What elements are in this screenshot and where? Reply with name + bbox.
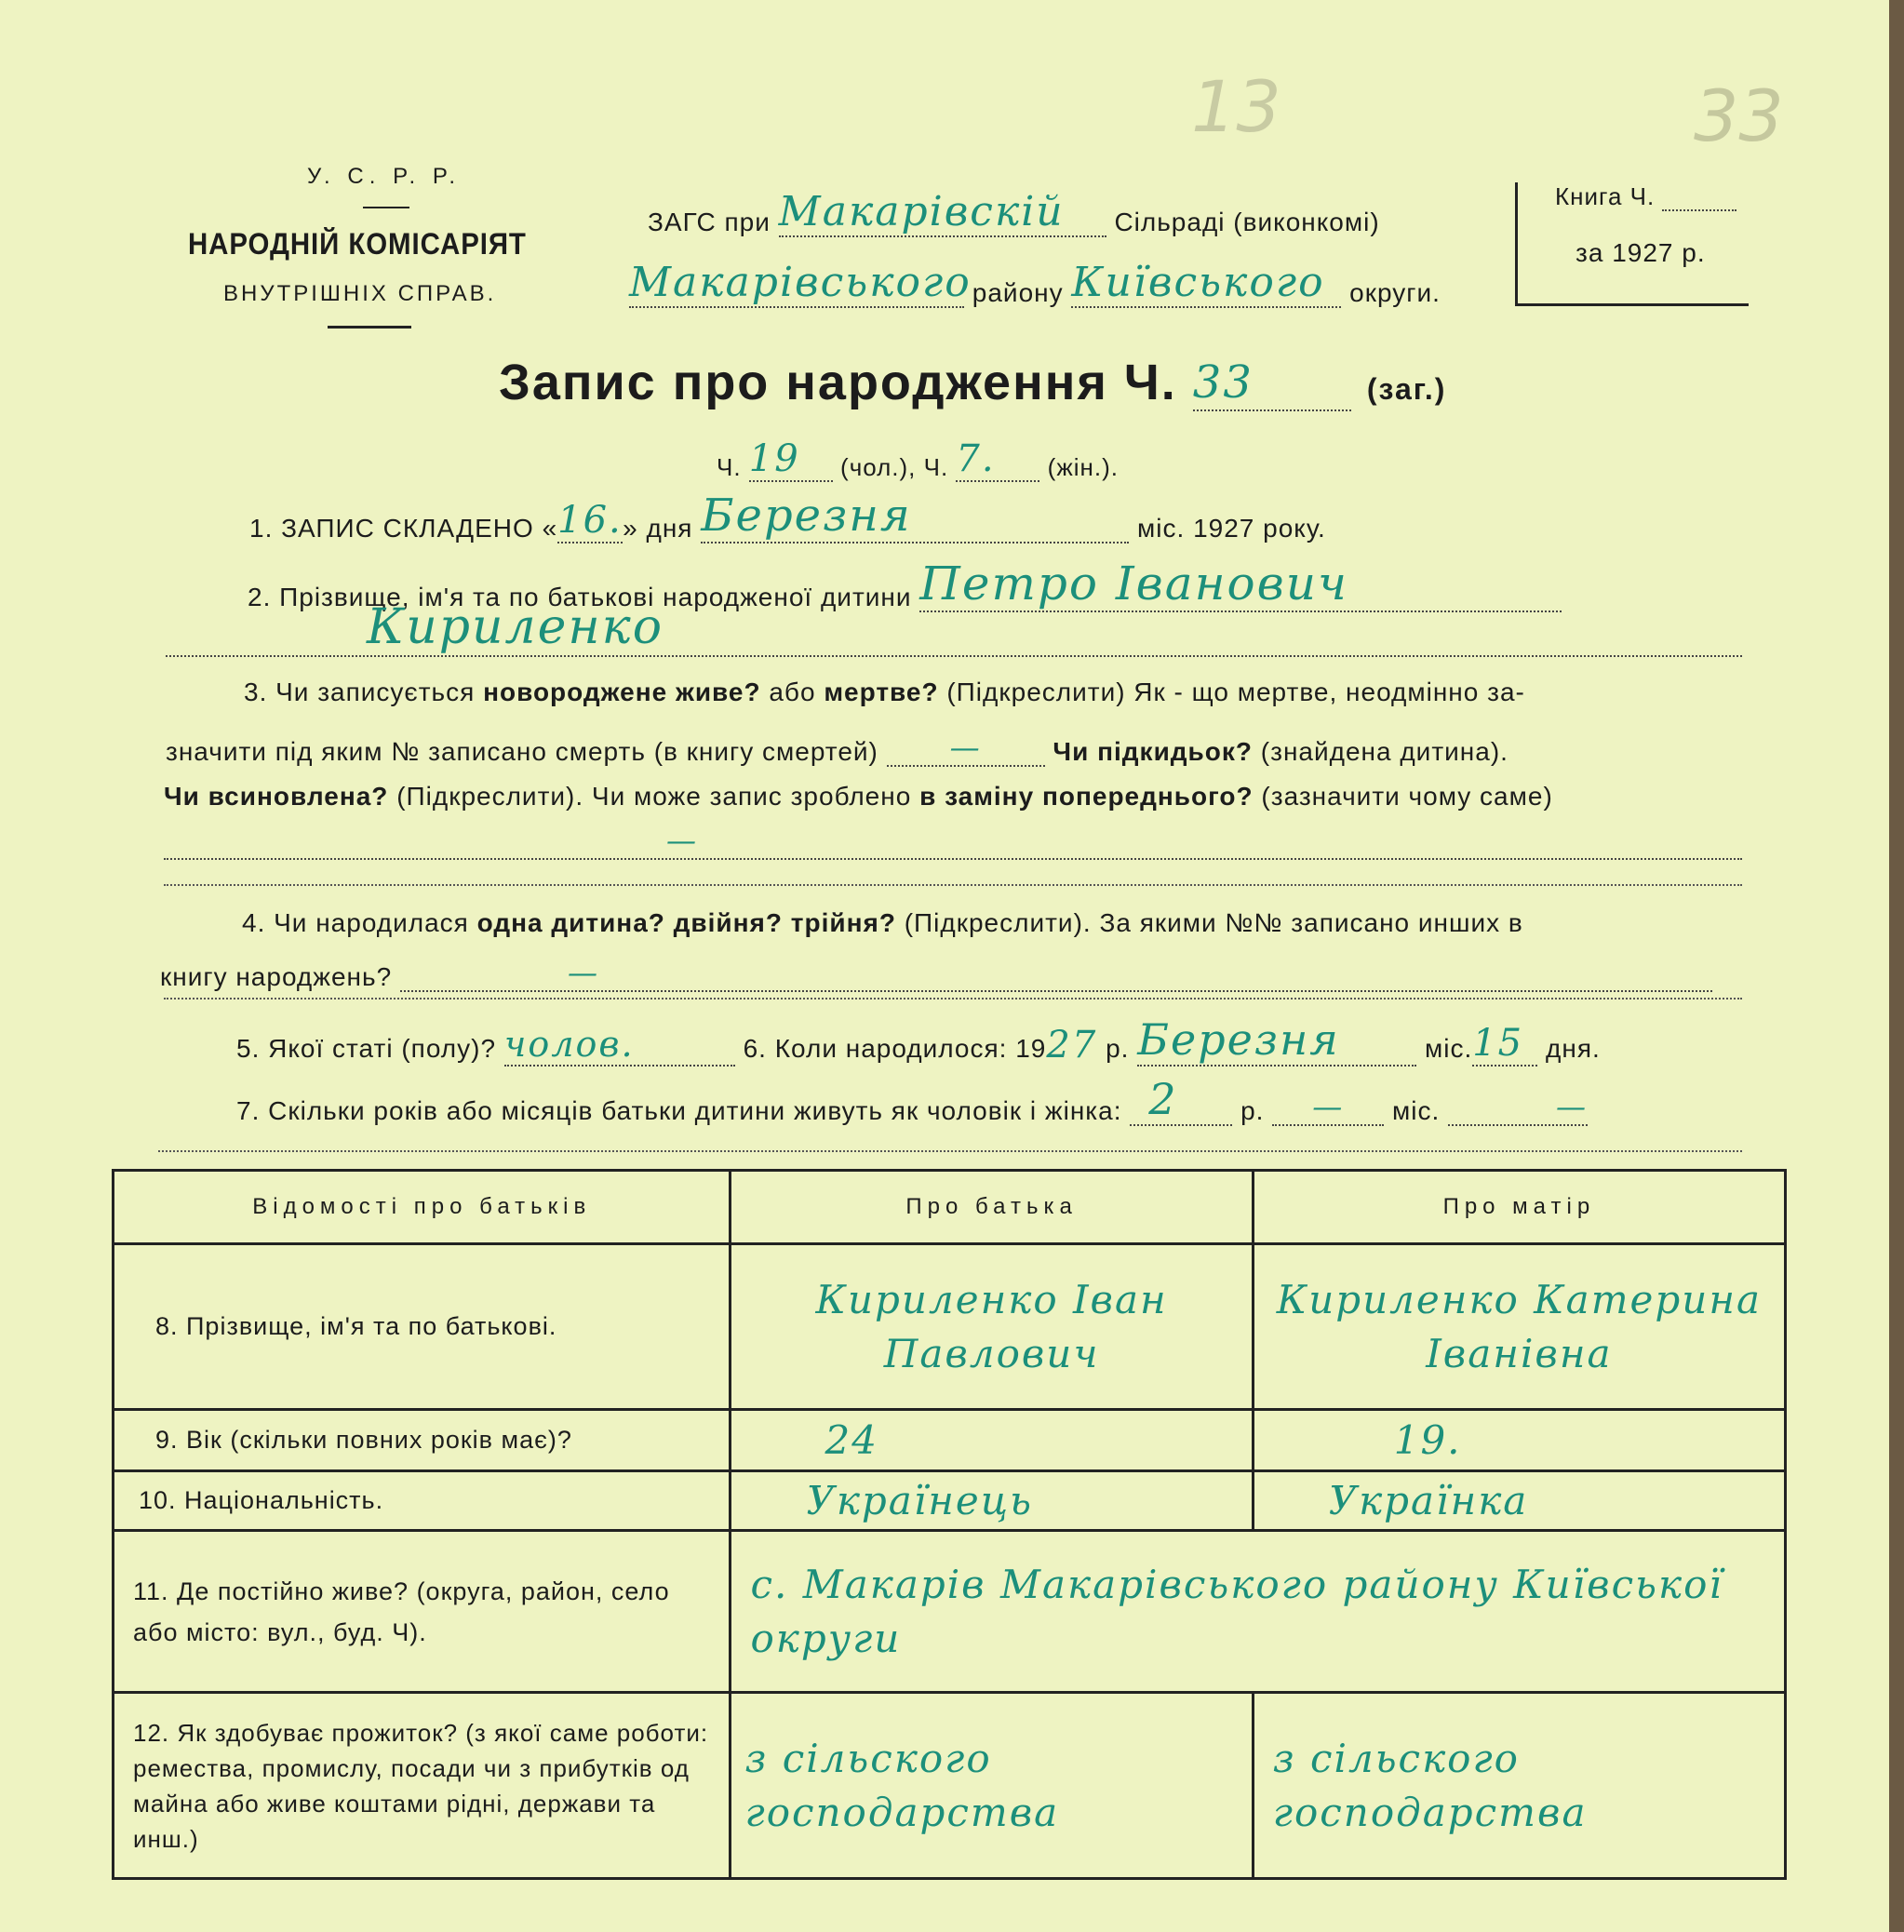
- parents-table: [112, 1169, 1787, 1880]
- field-1-suffix: міс. 1927 року.: [1137, 514, 1326, 543]
- mother-nationality-hw: Українка: [1253, 1471, 1785, 1531]
- field-4-hw: —: [567, 955, 599, 990]
- residence-hw: с. Макарів Макарівського району Київської округи: [731, 1531, 1786, 1693]
- male-count-hw: 19: [748, 437, 800, 480]
- field-3-line-2: [166, 730, 1508, 767]
- child-name-hw: Петро Іванович: [919, 557, 1349, 610]
- mother-age-hw: 19.: [1253, 1410, 1785, 1471]
- subtitle-ch: Ч.: [717, 453, 742, 481]
- field-4-q: 4. Чи народилася: [242, 908, 469, 937]
- field-6-month-hw: Березня: [1137, 1014, 1340, 1065]
- record-title-line: [499, 352, 1446, 411]
- field-4-book-ref: книгу народжень?: [160, 962, 393, 991]
- mother-livelihood-hw: з сільского господарства: [1253, 1693, 1785, 1879]
- child-surname-hw: Кириленко: [367, 599, 664, 655]
- field-6-month-suffix: міс.: [1424, 1034, 1473, 1063]
- field-4-rule: [164, 998, 1742, 1000]
- field-7-label: 7. Скільки років або місяців батьки дитини живуть як чоловік і жінка:: [236, 1096, 1122, 1125]
- raion-label: району: [972, 278, 1064, 307]
- zags-line: [648, 188, 1380, 237]
- field-3-rule: [164, 884, 1742, 886]
- field-7-line: [236, 1074, 1588, 1126]
- record-title-suffix: (заг.): [1366, 372, 1447, 406]
- field-7-end-hw: —: [1556, 1089, 1589, 1124]
- field-6-day-suffix: дня.: [1546, 1034, 1601, 1063]
- field-3-replace-q: (Підкреслити). Чи може запис зроблено: [396, 782, 912, 811]
- header-department: ВНУТРІШНІХ СПРАВ.: [223, 281, 497, 306]
- book-year: за 1927 р.: [1575, 238, 1706, 267]
- field-3-replace-hw: —: [666, 823, 698, 858]
- row-nationality: [114, 1471, 1786, 1531]
- subtitle-line: [717, 437, 1119, 482]
- record-number-hw: 33: [1192, 356, 1254, 409]
- zags-silradi: Сільраді (виконкомі): [1114, 208, 1380, 236]
- field-3-dead: мертве?: [824, 678, 939, 706]
- field-3-death-ref: значити під яким № записано смерть (в книгу смертей): [166, 737, 878, 766]
- father-nationality-hw: Українець: [731, 1471, 1253, 1531]
- zags-village-hw: Макарівскій: [778, 188, 1065, 235]
- field-3-replace: в заміну попереднього?: [919, 782, 1254, 811]
- okrug-label: округи.: [1349, 278, 1441, 307]
- page-number-top-right: 33: [1694, 74, 1784, 157]
- father-name-hw: Кириленко Іван Павлович: [731, 1244, 1253, 1410]
- field-1-month-hw: Березня: [701, 490, 912, 542]
- field-3-foundling-note: (знайдена дитина).: [1260, 737, 1508, 766]
- zags-prefix: ЗАГС при: [648, 208, 771, 236]
- field-3-alive: новороджене живе?: [483, 678, 761, 706]
- header-mother: Про матір: [1253, 1171, 1785, 1244]
- field-7-years-hw: 2: [1148, 1074, 1178, 1124]
- field-3-replace-note: (зазначити чому саме): [1261, 782, 1553, 811]
- field-3-note: (Підкреслити) Як - що мертве, неодмінно за-: [946, 678, 1525, 706]
- row-livelihood: [114, 1693, 1786, 1879]
- row-full-name: [114, 1244, 1786, 1410]
- field-6-year-hw: 27: [1046, 1024, 1098, 1067]
- field-1-day-label: » дня: [623, 514, 693, 543]
- row-11-label: 11. Де постійно живе? (округа, район, село або місто: вул., буд. Ч).: [114, 1531, 731, 1693]
- field-6-label: 6. Коли народилося: 19: [743, 1034, 1047, 1063]
- field-7-months-hw: —: [1312, 1089, 1345, 1124]
- field-7-months-suffix: міс.: [1391, 1096, 1441, 1125]
- field-3-line-1: [244, 678, 1525, 707]
- field-6-year-suffix: р.: [1106, 1034, 1130, 1063]
- field-4-options: одна дитина? двійня? трійня?: [476, 908, 896, 937]
- row-10-label: 10. Національність.: [114, 1471, 731, 1531]
- subtitle-female-label: (жін.).: [1047, 453, 1119, 481]
- field-7-rule: [158, 1150, 1742, 1152]
- book-box: [1515, 182, 1749, 306]
- row-12-label: 12. Як здобуває прожиток? (з якої саме роботи: ремества, промислу, посади чи з прибутків од майна або живе коштами рідні, держави та инш.): [114, 1693, 731, 1879]
- book-label: Книга Ч.: [1555, 182, 1656, 210]
- field-3-death-hw: —: [949, 730, 982, 765]
- field-4-note: (Підкреслити). За якими №№ записано инших в: [904, 908, 1523, 937]
- father-livelihood-hw: з сільского господарства: [731, 1693, 1253, 1879]
- field-4-line-1: [242, 908, 1523, 938]
- field-5-6-line: [236, 1014, 1601, 1067]
- raion-line: [629, 259, 1441, 308]
- header-rule: [363, 207, 409, 208]
- field-5-label: 5. Якої статі (полу)?: [236, 1034, 497, 1063]
- father-age-hw: 24: [731, 1410, 1253, 1471]
- header-commissariat: НАРОДНІЙ КОМІСАРІЯТ: [188, 227, 527, 261]
- row-9-label: 9. Вік (скільки повних років має)?: [114, 1410, 731, 1471]
- page-number-top-center: 13: [1191, 65, 1281, 148]
- field-1-day-hw: 16.: [557, 499, 623, 542]
- field-3-adopted: Чи всиновлена?: [164, 782, 389, 811]
- field-4-line-2: [160, 955, 1712, 992]
- field-3-foundling: Чи підкидьок?: [1053, 737, 1253, 766]
- field-3-q: 3. Чи записується: [244, 678, 476, 706]
- field-1-line: [249, 490, 1326, 543]
- header-rule-2: [328, 326, 411, 329]
- header-republic: У. С. Р. Р.: [307, 164, 462, 189]
- field-3-line-4: [164, 823, 1742, 860]
- row-residence: [114, 1531, 1786, 1693]
- field-6-day-hw: 15: [1472, 1022, 1524, 1065]
- book-label-line: [1555, 182, 1736, 211]
- mother-name-hw: Кириленко Катерина Іванівна: [1253, 1244, 1785, 1410]
- header-parents-info: Відомості про батьків: [114, 1171, 731, 1244]
- field-1-label: 1. ЗАПИС СКЛАДЕНО «: [249, 514, 558, 543]
- field-3-line-3: [164, 782, 1553, 812]
- row-age: [114, 1410, 1786, 1471]
- parents-table-header: [114, 1171, 1786, 1244]
- female-count-hw: 7.: [956, 437, 996, 480]
- record-title: Запис про народження Ч.: [499, 355, 1177, 410]
- row-8-label: 8. Прізвище, ім'я та по батькові.: [114, 1244, 731, 1410]
- header-father: Про батька: [731, 1171, 1253, 1244]
- field-5-sex-hw: чолов.: [503, 1024, 635, 1065]
- raion-hw: Макарівського: [629, 259, 972, 306]
- subtitle-male-label: (чол.), Ч.: [840, 453, 949, 481]
- field-2-label: 2. Прізвище, ім'я та по батькові народженої дитини: [248, 583, 912, 611]
- field-2-line-2: [166, 599, 1742, 657]
- okrug-hw: Київського: [1071, 259, 1325, 306]
- field-3-or: або: [769, 678, 816, 706]
- field-7-years-suffix: р.: [1240, 1096, 1265, 1125]
